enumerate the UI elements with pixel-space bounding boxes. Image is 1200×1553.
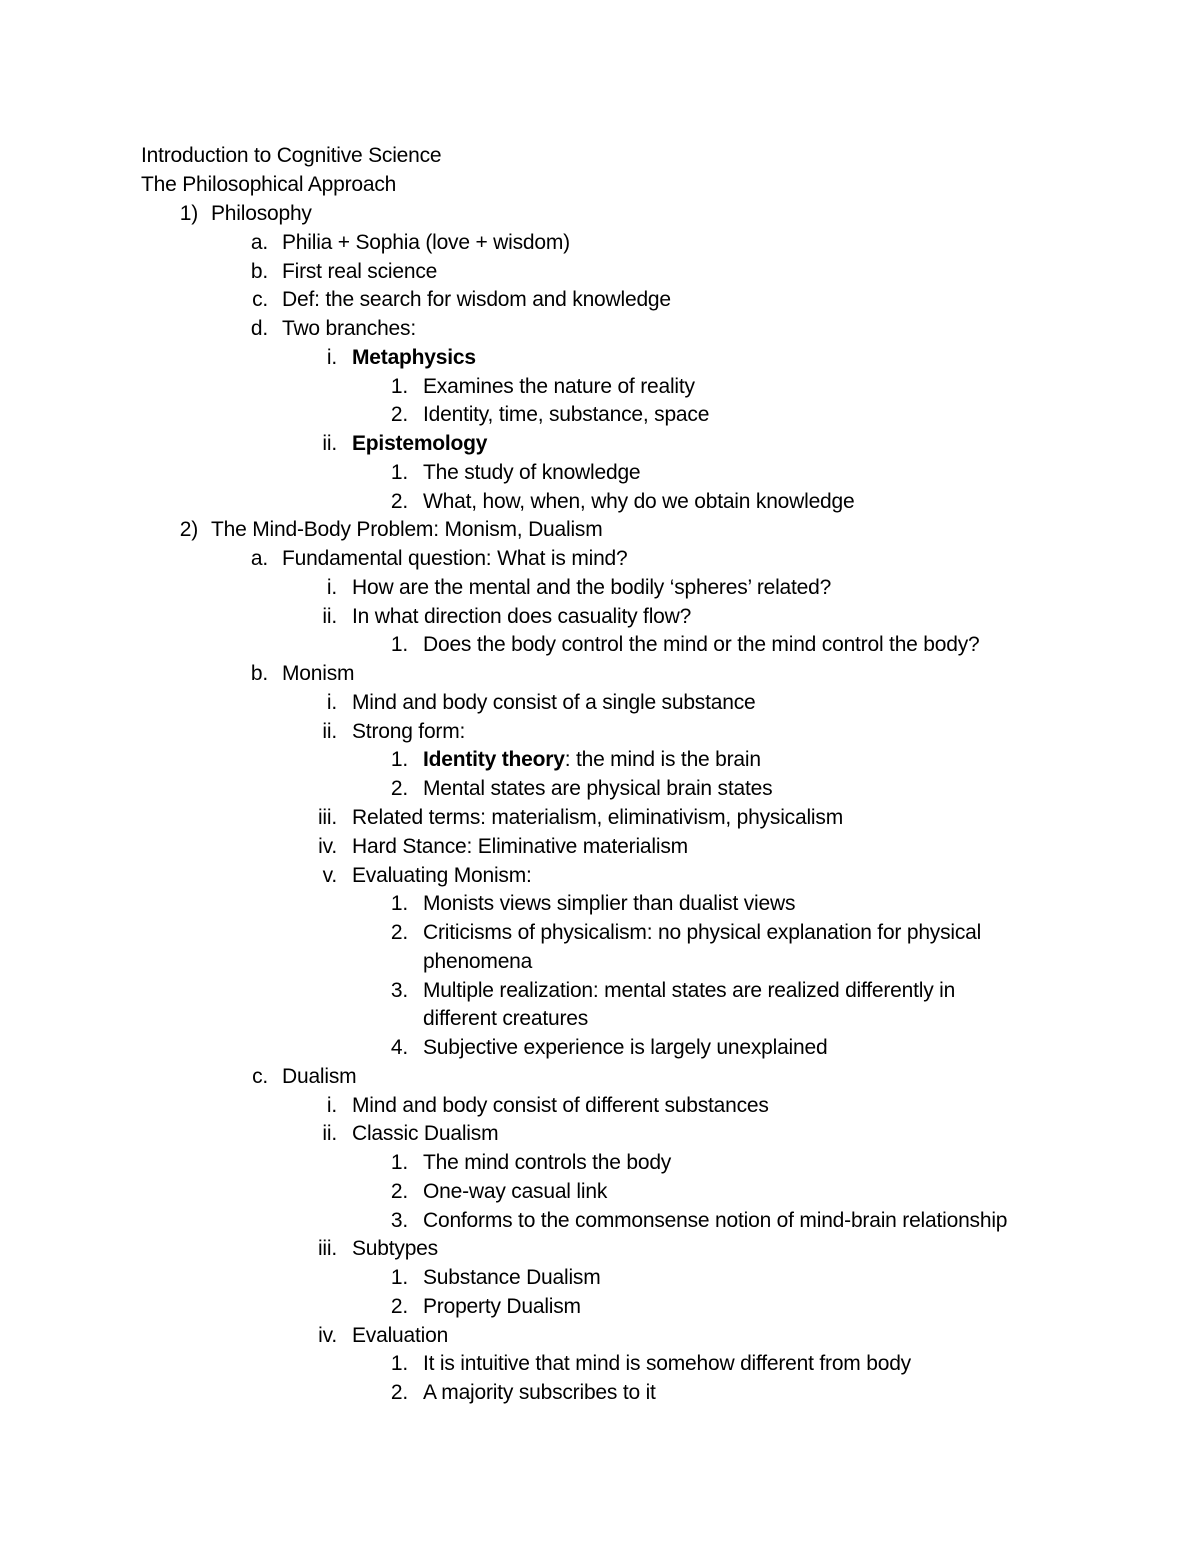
outline-line <box>0 1293 1200 1321</box>
outline-marker: 1. <box>390 1352 408 1376</box>
outline-marker: iv. <box>318 1323 337 1347</box>
outline-text: It is intuitive that mind is somehow different from body <box>423 1352 911 1376</box>
outline-line <box>0 775 1200 803</box>
outline-text-bold: Identity theory <box>423 748 565 772</box>
outline-text: Subjective experience is largely unexplained <box>423 1036 828 1059</box>
outline-line <box>0 488 1200 516</box>
outline-text: Philosophy <box>211 202 312 225</box>
outline-line <box>0 1350 1200 1378</box>
outline-marker: b. <box>250 662 268 686</box>
outline-marker: 1. <box>390 892 408 916</box>
outline-line <box>0 977 1200 1005</box>
outline-marker: 1. <box>390 460 408 484</box>
outline-text: Two branches: <box>282 317 416 340</box>
outline-text: phenomena <box>423 949 533 973</box>
outline-line <box>0 430 1200 458</box>
outline-marker: i. <box>326 1093 337 1117</box>
outline-marker: v. <box>322 863 337 887</box>
outline-text: How are the mental and the bodily ‘spheres’ related? <box>352 575 832 599</box>
outline-line <box>0 862 1200 890</box>
outline-line <box>0 1149 1200 1177</box>
outline-line <box>0 1092 1200 1120</box>
outline-line <box>0 1235 1200 1263</box>
outline-text: Fundamental question: What is mind? <box>282 547 628 571</box>
outline-line <box>0 603 1200 631</box>
outline-text: Mind and body consist of different substances <box>352 1093 769 1117</box>
outline-marker: 1) <box>179 202 198 225</box>
outline-text: Subtypes <box>352 1237 438 1261</box>
outline-text: Examines the nature of reality <box>423 374 695 398</box>
outline-line <box>0 229 1200 257</box>
outline-text: Metaphysics <box>352 345 476 369</box>
outline-marker: 1. <box>390 1266 408 1290</box>
outline-line <box>0 1379 1200 1407</box>
outline-marker: ii. <box>322 604 337 628</box>
outline-marker: b. <box>250 259 268 283</box>
outline-marker: 2) <box>179 518 198 542</box>
outline-text: Monism <box>282 662 355 686</box>
outline-text: Hard Stance: Eliminative materialism <box>352 834 688 858</box>
outline-marker: 2. <box>390 777 408 801</box>
outline-text: Epistemology <box>352 432 488 456</box>
outline-text: Does the body control the mind or the mind control the body? <box>423 633 980 657</box>
outline-marker: 1. <box>390 633 408 657</box>
outline-marker: i. <box>326 690 337 714</box>
outline-marker: iv. <box>318 834 337 858</box>
outline-marker: ii. <box>322 432 337 456</box>
outline-line <box>0 1063 1200 1091</box>
outline-text: different creatures <box>423 1007 589 1031</box>
outline-text-rest: : the mind is the brain <box>564 748 761 772</box>
outline-text: Strong form: <box>352 719 466 743</box>
outline-marker: c. <box>252 288 268 312</box>
outline-marker: c. <box>252 1064 268 1088</box>
outline-text: Substance Dualism <box>423 1266 601 1290</box>
outline-line <box>0 344 1200 372</box>
outline-line <box>0 804 1200 832</box>
outline-line <box>0 286 1200 314</box>
outline-marker: i. <box>326 575 337 599</box>
outline-line <box>0 258 1200 286</box>
outline-text: The study of knowledge <box>423 460 641 484</box>
outline-line <box>0 890 1200 918</box>
outline-text: Multiple realization: mental states are realized differently in <box>423 978 956 1002</box>
outline-line <box>0 1120 1200 1148</box>
outline-text: Def: the search for wisdom and knowledge <box>282 288 671 312</box>
outline-marker: a. <box>250 230 268 254</box>
outline-line <box>0 373 1200 401</box>
outline-marker: 2. <box>390 489 408 513</box>
outline-text: Conforms to the commonsense notion of mind-brain relationship <box>423 1208 1008 1232</box>
outline-marker: iii. <box>317 1237 337 1261</box>
outline-marker: 2. <box>390 403 408 427</box>
outline-line <box>0 315 1200 343</box>
outline-marker: iii. <box>317 806 337 829</box>
outline-line <box>0 919 1200 947</box>
outline-text: Philia + Sophia (love + wisdom) <box>282 230 570 254</box>
outline-line <box>0 574 1200 602</box>
outline-marker: 2. <box>390 1294 408 1318</box>
outline-marker: a. <box>250 547 268 571</box>
outline-line <box>0 718 1200 746</box>
outline-line <box>0 1322 1200 1350</box>
outline-line <box>0 459 1200 487</box>
outline-text: Mental states are physical brain states <box>423 777 773 801</box>
outline-text: Classic Dualism <box>352 1122 499 1146</box>
outline-marker: 3. <box>390 978 408 1002</box>
outline-line <box>0 1034 1200 1062</box>
outline-marker: 1. <box>390 374 408 398</box>
outline-line <box>0 631 1200 659</box>
outline-line <box>0 1207 1200 1235</box>
outline-text: What, how, when, why do we obtain knowledge <box>423 489 855 513</box>
outline-line <box>0 948 1200 976</box>
outline-marker: ii. <box>322 719 337 743</box>
outline-line <box>0 516 1200 544</box>
outline-text: Related terms: materialism, eliminativism, physicalism <box>352 806 843 829</box>
outline-text: First real science <box>282 259 438 283</box>
outline-text: In what direction does casuality flow? <box>352 604 692 628</box>
outline-text: The mind controls the body <box>423 1151 672 1175</box>
outline-marker: 2. <box>390 921 408 944</box>
outline-marker: 4. <box>390 1036 408 1059</box>
outline-line <box>0 1178 1200 1206</box>
outline-text: Mind and body consist of a single substance <box>352 690 756 714</box>
outline-text: Property Dualism <box>423 1294 581 1318</box>
outline-marker: 2. <box>390 1381 408 1405</box>
outline-line <box>0 1005 1200 1033</box>
outline-text: Evaluating Monism: <box>352 863 532 887</box>
outline-text: One-way casual link <box>423 1179 608 1203</box>
outline-marker: i. <box>326 345 337 369</box>
outline-line <box>0 545 1200 573</box>
outline-text <box>423 746 761 774</box>
outline-marker: ii. <box>322 1122 337 1146</box>
outline-line <box>0 1264 1200 1292</box>
outline-text: Criticisms of physicalism: no physical explanation for physical <box>423 921 982 944</box>
outline-marker: 1. <box>390 1151 408 1175</box>
outline-text: Identity, time, substance, space <box>423 403 710 427</box>
outline-text: A majority subscribes to it <box>423 1381 656 1405</box>
outline-text: Evaluation <box>352 1323 449 1347</box>
outline-marker: d. <box>250 317 268 340</box>
outline-marker: 3. <box>390 1208 408 1232</box>
outline-line <box>0 746 1200 774</box>
outline-line <box>0 833 1200 861</box>
outline-line <box>0 689 1200 717</box>
outline-line <box>0 660 1200 688</box>
outline-line <box>0 401 1200 429</box>
outline-text: The Mind-Body Problem: Monism, Dualism <box>211 518 603 542</box>
outline-marker: 2. <box>390 1179 408 1203</box>
outline-text: Dualism <box>282 1064 357 1088</box>
document-subtitle-text: The Philosophical Approach <box>141 173 397 196</box>
document-title-text: Introduction to Cognitive Science <box>141 144 442 167</box>
outline-line <box>0 200 1200 228</box>
outline-marker: 1. <box>390 748 408 772</box>
outline-text: Monists views simplier than dualist views <box>423 892 796 916</box>
